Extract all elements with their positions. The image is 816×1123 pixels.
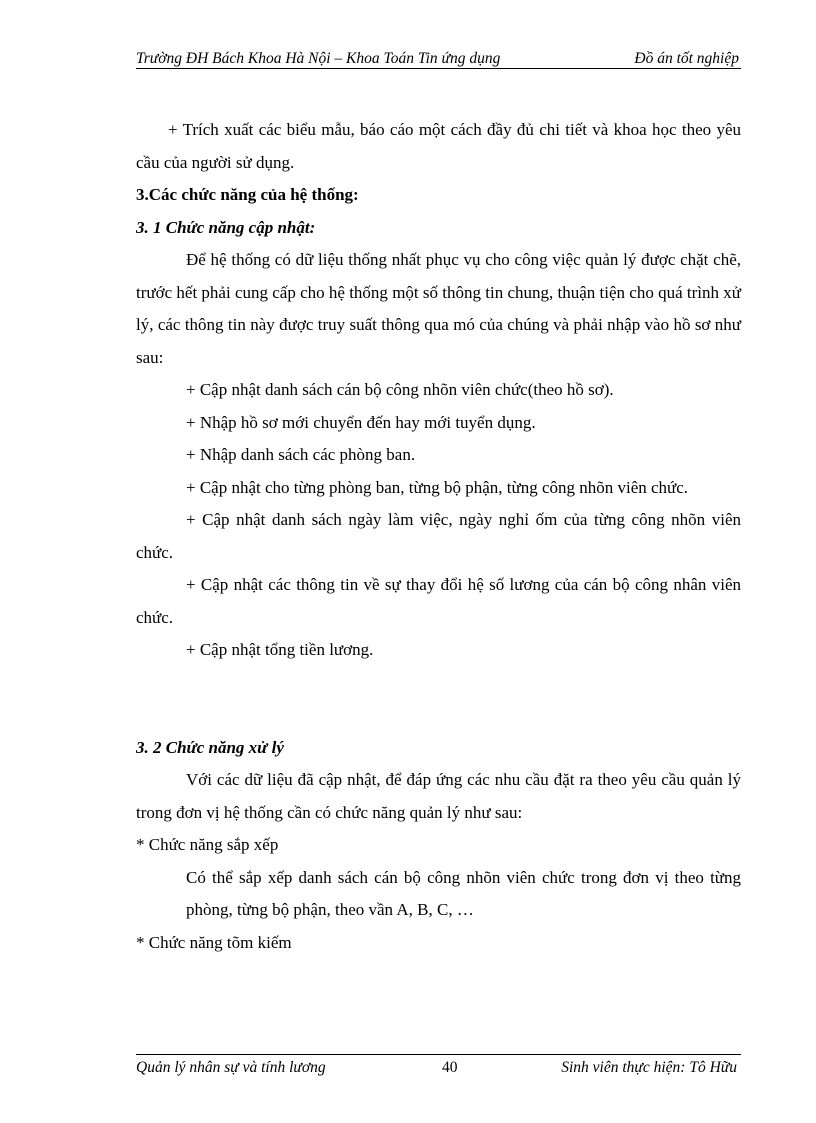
paragraph-update-intro: Để hệ thống có dữ liệu thống nhất phục vụ cho công việc quản lý được chặt chẽ, trước hết phải cung cấp cho hệ thống một số thông tin chung, thuận tiện cho quá trình xử lý, các thông tin này được truy suất thông qua mó của chúng và phải nhập vào hồ sơ như sau: (136, 250, 741, 367)
heading-update-function: 3. 1 Chức năng cập nhật: (136, 217, 316, 237)
list-item-update-staff: + Cập nhật danh sách cán bộ công nhõn viên chức(theo hồ sơ). (186, 380, 614, 399)
list-item-total-salary: + Cập nhật tổng tiền lương. (186, 640, 374, 659)
heading-system-functions: 3.Các chức năng của hệ thống: (136, 185, 359, 204)
page-header (136, 50, 741, 69)
heading-search-function: * Chức năng tõm kiếm (136, 932, 292, 952)
heading-processing-function: 3. 2 Chức năng xử lý (136, 737, 284, 757)
heading-sort-function: * Chức năng sắp xếp (136, 835, 279, 854)
list-item-departments: + Nhập danh sách các phòng ban. (186, 445, 416, 464)
list-item-salary-coefficient: + Cập nhật các thông tin về sự thay đổi hệ số lương của cán bộ công nhân viên chức. (136, 575, 741, 627)
spacer (136, 667, 741, 732)
page-number: 40 (442, 1059, 458, 1076)
paragraph-extract-reports: + Trích xuất các biểu mẫu, báo cáo một cách đầy đủ chi tiết và khoa học theo yêu cầu của người sử dụng. (136, 120, 741, 172)
list-item-workdays: + Cập nhật danh sách ngày làm việc, ngày nghỉ ốm của từng công nhõn viên chức. (136, 510, 741, 562)
paragraph-processing-intro: Với các dữ liệu đã cập nhật, để đáp ứng các nhu cầu đặt ra theo yêu cầu quản lý trong đơn vị hệ thống cần có chức năng quản lý như sau: (136, 770, 741, 822)
header-institution: Trường ĐH Bách Khoa Hà Nội – Khoa Toán Tin ứng dụng (136, 50, 501, 67)
page-footer (136, 1054, 741, 1079)
page-body (136, 114, 741, 959)
list-item-update-departments: + Cập nhật cho từng phòng ban, từng bộ phận, từng công nhõn viên chức. (186, 477, 689, 497)
paragraph-sort-description: Có thể sắp xếp danh sách cán bộ công nhõn viên chức trong đơn vị theo từng phòng, từng bộ phận, theo vần A, B, C, … (186, 867, 741, 919)
list-item-new-records: + Nhập hồ sơ mới chuyển đến hay mới tuyển dụng. (186, 412, 536, 432)
footer-author: Sinh viên thực hiện: Tô Hữu (561, 1059, 737, 1076)
header-doc-type: Đồ án tốt nghiệp (634, 50, 739, 67)
footer-title: Quản lý nhân sự và tính lương (136, 1059, 326, 1076)
